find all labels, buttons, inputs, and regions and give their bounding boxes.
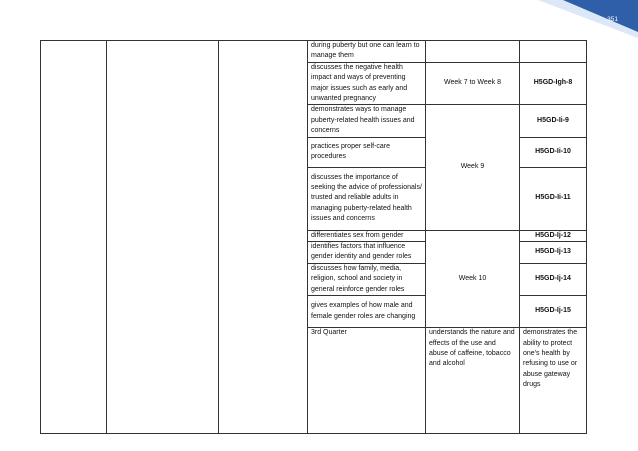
quarter-cell-empty — [41, 41, 107, 434]
week-cell: Week 9 — [426, 105, 520, 230]
competency-cell: discusses the importance of seeking the advice of professionals/ trusted and reliable adults in managing puberty-related health issues and concerns — [308, 167, 426, 230]
performance-standard-cell-empty — [219, 41, 308, 434]
competency-cell: demonstrates ways to manage puberty-related health issues and concerns — [308, 105, 426, 137]
code-cell-empty — [520, 41, 587, 63]
week-cell: Week 10 — [426, 230, 520, 327]
page-number: 351 — [607, 16, 618, 23]
curriculum-table — [40, 40, 587, 434]
corner-decoration — [518, 0, 638, 40]
week-cell-empty — [426, 41, 520, 63]
competency-cell: identifies factors that influence gender identity and gender roles — [308, 242, 426, 264]
learning-code-cell: H5GD-Ij-14 — [520, 263, 587, 295]
learning-code-cell: H5GD-Ij-15 — [520, 296, 587, 328]
learning-code-cell: H5GD-Ii-9 — [520, 105, 587, 137]
content-standard-cell: understands the nature and effects of the use and abuse of caffeine, tobacco and alcohol — [426, 328, 520, 434]
week-cell: Week 7 to Week 8 — [426, 62, 520, 105]
competency-cell: differentiates sex from gender — [308, 230, 426, 241]
learning-code-cell: H5GD-Igh-8 — [520, 62, 587, 105]
learning-code-cell: H5GD-Ij-13 — [520, 242, 587, 264]
quarter-cell: 3rd Quarter — [308, 328, 426, 434]
learning-code-cell: H5GD-Ii-11 — [520, 167, 587, 230]
table-row — [41, 41, 587, 63]
competency-cell: discusses how family, media, religion, school and society in general reinforce gender roles — [308, 263, 426, 295]
competency-cell: during puberty but one can learn to manage them — [308, 41, 426, 63]
competency-cell: discusses the negative health impact and ways of preventing major issues such as early and unwanted pregnancy — [308, 62, 426, 105]
learning-code-cell: H5GD-Ij-12 — [520, 230, 587, 241]
performance-standard-cell: demonstrates the ability to protect one's health by refusing to use or abuse gateway drugs — [520, 328, 587, 434]
content-standard-cell-empty — [107, 41, 219, 434]
competency-cell: gives examples of how male and female gender roles are changing — [308, 296, 426, 328]
competency-cell: practices proper self-care procedures — [308, 137, 426, 167]
learning-code-cell: H5GD-Ii-10 — [520, 137, 587, 167]
